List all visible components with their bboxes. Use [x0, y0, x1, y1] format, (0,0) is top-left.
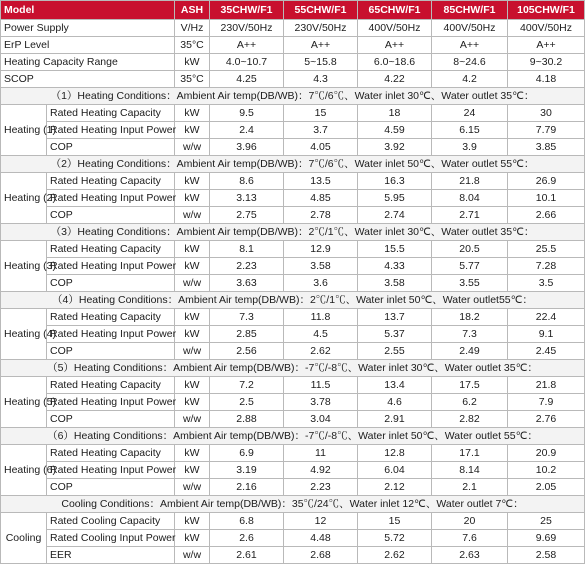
value-cell: 7.3: [210, 309, 284, 326]
value-cell: 13.5: [284, 173, 358, 190]
value-cell: 3.92: [358, 139, 432, 156]
row-unit: kW: [175, 462, 210, 479]
value-cell: 2.56: [210, 343, 284, 360]
table-row: [1, 547, 585, 564]
value-cell: 10.1: [508, 190, 585, 207]
value-cell: 9~30.2: [508, 54, 585, 71]
row-unit: kW: [175, 122, 210, 139]
value-cell: 4.33: [358, 258, 432, 275]
condition-row: [1, 156, 585, 173]
general-row: [1, 54, 585, 71]
general-row: [1, 37, 585, 54]
group-label: Cooling: [1, 513, 47, 564]
value-cell: 9.69: [508, 530, 585, 547]
table-row: [1, 445, 585, 462]
table-row: [1, 530, 585, 547]
table-row: [1, 258, 585, 275]
value-cell: 2.71: [432, 207, 508, 224]
value-cell: 7.9: [508, 394, 585, 411]
value-cell: 3.55: [432, 275, 508, 292]
row-label: SCOP: [1, 71, 175, 88]
value-cell: 10.2: [508, 462, 585, 479]
header-model-label: Model: [1, 1, 175, 20]
condition-row: [1, 292, 585, 309]
value-cell: A++: [210, 37, 284, 54]
table-row: [1, 462, 585, 479]
value-cell: 15.5: [358, 241, 432, 258]
value-cell: 5.77: [432, 258, 508, 275]
value-cell: 3.96: [210, 139, 284, 156]
value-cell: 17.1: [432, 445, 508, 462]
value-cell: 400V/50Hz: [358, 20, 432, 37]
condition-text: （1）Heating Conditions：Ambient Air temp(DB/WB)：7℃/6℃、Water inlet 30℃、Water outlet 35℃：: [1, 88, 585, 105]
general-row: [1, 71, 585, 88]
row-unit: kW: [175, 377, 210, 394]
table-row: [1, 122, 585, 139]
condition-row: [1, 360, 585, 377]
header-model: 105CHW/F1: [508, 1, 585, 20]
row-label: Rated Heating Input Power: [47, 462, 175, 479]
row-label: Heating Capacity Range: [1, 54, 175, 71]
value-cell: 3.58: [284, 258, 358, 275]
value-cell: 2.05: [508, 479, 585, 496]
value-cell: 2.45: [508, 343, 585, 360]
value-cell: 2.6: [210, 530, 284, 547]
row-unit: w/w: [175, 547, 210, 564]
table-row: [1, 105, 585, 122]
row-unit: w/w: [175, 411, 210, 428]
value-cell: 3.9: [432, 139, 508, 156]
value-cell: 2.82: [432, 411, 508, 428]
value-cell: 3.85: [508, 139, 585, 156]
row-label: Rated Heating Capacity: [47, 105, 175, 122]
value-cell: 3.04: [284, 411, 358, 428]
table-row: [1, 275, 585, 292]
row-label: Rated Heating Input Power: [47, 258, 175, 275]
value-cell: 13.7: [358, 309, 432, 326]
row-label: Power Supply: [1, 20, 175, 37]
row-label: COP: [47, 479, 175, 496]
value-cell: 8.1: [210, 241, 284, 258]
row-unit: kW: [175, 258, 210, 275]
value-cell: 400V/50Hz: [432, 20, 508, 37]
table-row: [1, 411, 585, 428]
header-model: 85CHW/F1: [432, 1, 508, 20]
value-cell: 9.5: [210, 105, 284, 122]
value-cell: 3.7: [284, 122, 358, 139]
value-cell: 2.78: [284, 207, 358, 224]
value-cell: 12: [284, 513, 358, 530]
table-row: [1, 479, 585, 496]
table-row: [1, 377, 585, 394]
value-cell: 15: [284, 105, 358, 122]
value-cell: 2.23: [210, 258, 284, 275]
group-label: Heating (4): [1, 309, 47, 360]
value-cell: 5.95: [358, 190, 432, 207]
condition-row: [1, 428, 585, 445]
row-label: EER: [47, 547, 175, 564]
row-unit: kW: [175, 190, 210, 207]
row-unit: kW: [175, 105, 210, 122]
row-unit: kW: [175, 326, 210, 343]
value-cell: 7.2: [210, 377, 284, 394]
value-cell: 8~24.6: [432, 54, 508, 71]
value-cell: 8.04: [432, 190, 508, 207]
table-row: [1, 207, 585, 224]
row-label: COP: [47, 275, 175, 292]
value-cell: 2.68: [284, 547, 358, 564]
row-unit: w/w: [175, 139, 210, 156]
value-cell: 2.76: [508, 411, 585, 428]
table-row: [1, 241, 585, 258]
value-cell: 6.04: [358, 462, 432, 479]
condition-row: [1, 88, 585, 105]
group-label: Heating (6): [1, 445, 47, 496]
value-cell: 7.6: [432, 530, 508, 547]
row-unit: 35°C: [175, 37, 210, 54]
value-cell: 4.3: [284, 71, 358, 88]
value-cell: 4.22: [358, 71, 432, 88]
value-cell: 30: [508, 105, 585, 122]
value-cell: 8.14: [432, 462, 508, 479]
value-cell: 7.3: [432, 326, 508, 343]
value-cell: A++: [508, 37, 585, 54]
row-label: Rated Heating Capacity: [47, 241, 175, 258]
table-row: [1, 309, 585, 326]
value-cell: 20: [432, 513, 508, 530]
row-unit: V/Hz: [175, 20, 210, 37]
row-unit: kW: [175, 173, 210, 190]
header-unit-label: ASH: [175, 1, 210, 20]
value-cell: 4.0~10.7: [210, 54, 284, 71]
value-cell: 4.25: [210, 71, 284, 88]
row-unit: kW: [175, 530, 210, 547]
value-cell: 21.8: [508, 377, 585, 394]
value-cell: 400V/50Hz: [508, 20, 585, 37]
value-cell: 4.48: [284, 530, 358, 547]
value-cell: 230V/50Hz: [210, 20, 284, 37]
value-cell: 12.8: [358, 445, 432, 462]
group-label: Heating (3): [1, 241, 47, 292]
value-cell: 2.74: [358, 207, 432, 224]
value-cell: 2.23: [284, 479, 358, 496]
value-cell: 2.66: [508, 207, 585, 224]
header-row: [1, 1, 585, 20]
value-cell: 5.37: [358, 326, 432, 343]
value-cell: 6.8: [210, 513, 284, 530]
row-label: Rated Heating Input Power: [47, 394, 175, 411]
value-cell: 2.62: [284, 343, 358, 360]
table-row: [1, 326, 585, 343]
value-cell: 4.85: [284, 190, 358, 207]
row-label: Rated Cooling Capacity: [47, 513, 175, 530]
value-cell: 26.9: [508, 173, 585, 190]
value-cell: 25.5: [508, 241, 585, 258]
value-cell: 2.4: [210, 122, 284, 139]
group-label: Heating (1): [1, 105, 47, 156]
table-row: [1, 190, 585, 207]
value-cell: A++: [284, 37, 358, 54]
row-label: Rated Heating Capacity: [47, 445, 175, 462]
condition-text: （5）Heating Conditions：Ambient Air temp(DB/WB)：-7℃/-8℃、Water inlet 30℃、Water outlet 35℃：: [1, 360, 585, 377]
value-cell: 2.63: [432, 547, 508, 564]
value-cell: 3.13: [210, 190, 284, 207]
value-cell: A++: [358, 37, 432, 54]
value-cell: 2.49: [432, 343, 508, 360]
row-unit: kW: [175, 513, 210, 530]
value-cell: 9.1: [508, 326, 585, 343]
row-unit: w/w: [175, 275, 210, 292]
condition-text: （3）Heating Conditions：Ambient Air temp(DB/WB)：2℃/1℃、Water inlet 30℃、Water outlet 35℃：: [1, 224, 585, 241]
row-unit: kW: [175, 241, 210, 258]
value-cell: 16.3: [358, 173, 432, 190]
value-cell: 7.28: [508, 258, 585, 275]
condition-text: （6）Heating Conditions：Ambient Air temp(DB/WB)：-7℃/-8℃、Water inlet 50℃、Water outlet 55℃：: [1, 428, 585, 445]
row-unit: 35°C: [175, 71, 210, 88]
row-unit: kW: [175, 445, 210, 462]
table-row: [1, 343, 585, 360]
value-cell: 20.5: [432, 241, 508, 258]
value-cell: 2.85: [210, 326, 284, 343]
row-label: COP: [47, 207, 175, 224]
header-model: 65CHW/F1: [358, 1, 432, 20]
header-model: 35CHW/F1: [210, 1, 284, 20]
row-unit: w/w: [175, 479, 210, 496]
value-cell: 6.15: [432, 122, 508, 139]
row-unit: kW: [175, 394, 210, 411]
value-cell: 21.8: [432, 173, 508, 190]
condition-row: [1, 496, 585, 513]
group-label: Heating (2): [1, 173, 47, 224]
table-row: [1, 513, 585, 530]
value-cell: 4.18: [508, 71, 585, 88]
value-cell: 2.91: [358, 411, 432, 428]
row-unit: kW: [175, 54, 210, 71]
value-cell: 13.4: [358, 377, 432, 394]
value-cell: 7.79: [508, 122, 585, 139]
value-cell: 8.6: [210, 173, 284, 190]
value-cell: 2.5: [210, 394, 284, 411]
value-cell: 24: [432, 105, 508, 122]
value-cell: 22.4: [508, 309, 585, 326]
row-unit: w/w: [175, 207, 210, 224]
value-cell: 4.92: [284, 462, 358, 479]
table-row: [1, 394, 585, 411]
row-label: Rated Heating Input Power: [47, 190, 175, 207]
condition-text: Cooling Conditions：Ambient Air temp(DB/WB)：35℃/24℃、Water inlet 12℃、Water outlet 7℃：: [1, 496, 585, 513]
row-label: Rated Heating Input Power: [47, 122, 175, 139]
value-cell: 2.75: [210, 207, 284, 224]
value-cell: 17.5: [432, 377, 508, 394]
value-cell: A++: [432, 37, 508, 54]
condition-text: （2）Heating Conditions：Ambient Air temp(DB/WB)：7℃/6℃、Water inlet 50℃、Water outlet 55℃：: [1, 156, 585, 173]
value-cell: 6.9: [210, 445, 284, 462]
value-cell: 25: [508, 513, 585, 530]
value-cell: 15: [358, 513, 432, 530]
value-cell: 230V/50Hz: [284, 20, 358, 37]
value-cell: 3.58: [358, 275, 432, 292]
header-model: 55CHW/F1: [284, 1, 358, 20]
value-cell: 3.19: [210, 462, 284, 479]
group-label: Heating (5): [1, 377, 47, 428]
value-cell: 6.2: [432, 394, 508, 411]
condition-text: （4）Heating Conditions：Ambient Air temp(DB/WB)：2℃/1℃、Water inlet 50℃、Water outlet55℃：: [1, 292, 585, 309]
value-cell: 3.6: [284, 275, 358, 292]
value-cell: 2.61: [210, 547, 284, 564]
value-cell: 6.0~18.6: [358, 54, 432, 71]
value-cell: 18: [358, 105, 432, 122]
value-cell: 11: [284, 445, 358, 462]
value-cell: 3.5: [508, 275, 585, 292]
value-cell: 2.12: [358, 479, 432, 496]
condition-row: [1, 224, 585, 241]
value-cell: 4.5: [284, 326, 358, 343]
row-label: Rated Cooling Input Power: [47, 530, 175, 547]
value-cell: 2.55: [358, 343, 432, 360]
value-cell: 3.78: [284, 394, 358, 411]
table-row: [1, 139, 585, 156]
value-cell: 4.59: [358, 122, 432, 139]
row-label: ErP Level: [1, 37, 175, 54]
row-label: Rated Heating Capacity: [47, 173, 175, 190]
row-label: Rated Heating Input Power: [47, 326, 175, 343]
value-cell: 2.88: [210, 411, 284, 428]
value-cell: 3.63: [210, 275, 284, 292]
general-row: [1, 20, 585, 37]
value-cell: 2.58: [508, 547, 585, 564]
value-cell: 4.6: [358, 394, 432, 411]
value-cell: 2.62: [358, 547, 432, 564]
value-cell: 4.2: [432, 71, 508, 88]
row-unit: kW: [175, 309, 210, 326]
value-cell: 11.8: [284, 309, 358, 326]
row-label: COP: [47, 411, 175, 428]
table-row: [1, 173, 585, 190]
value-cell: 2.16: [210, 479, 284, 496]
value-cell: 5.72: [358, 530, 432, 547]
row-label: Rated Heating Capacity: [47, 309, 175, 326]
row-label: COP: [47, 343, 175, 360]
row-unit: w/w: [175, 343, 210, 360]
value-cell: 12.9: [284, 241, 358, 258]
value-cell: 5~15.8: [284, 54, 358, 71]
value-cell: 20.9: [508, 445, 585, 462]
value-cell: 18.2: [432, 309, 508, 326]
value-cell: 2.1: [432, 479, 508, 496]
row-label: COP: [47, 139, 175, 156]
value-cell: 4.05: [284, 139, 358, 156]
value-cell: 11.5: [284, 377, 358, 394]
row-label: Rated Heating Capacity: [47, 377, 175, 394]
